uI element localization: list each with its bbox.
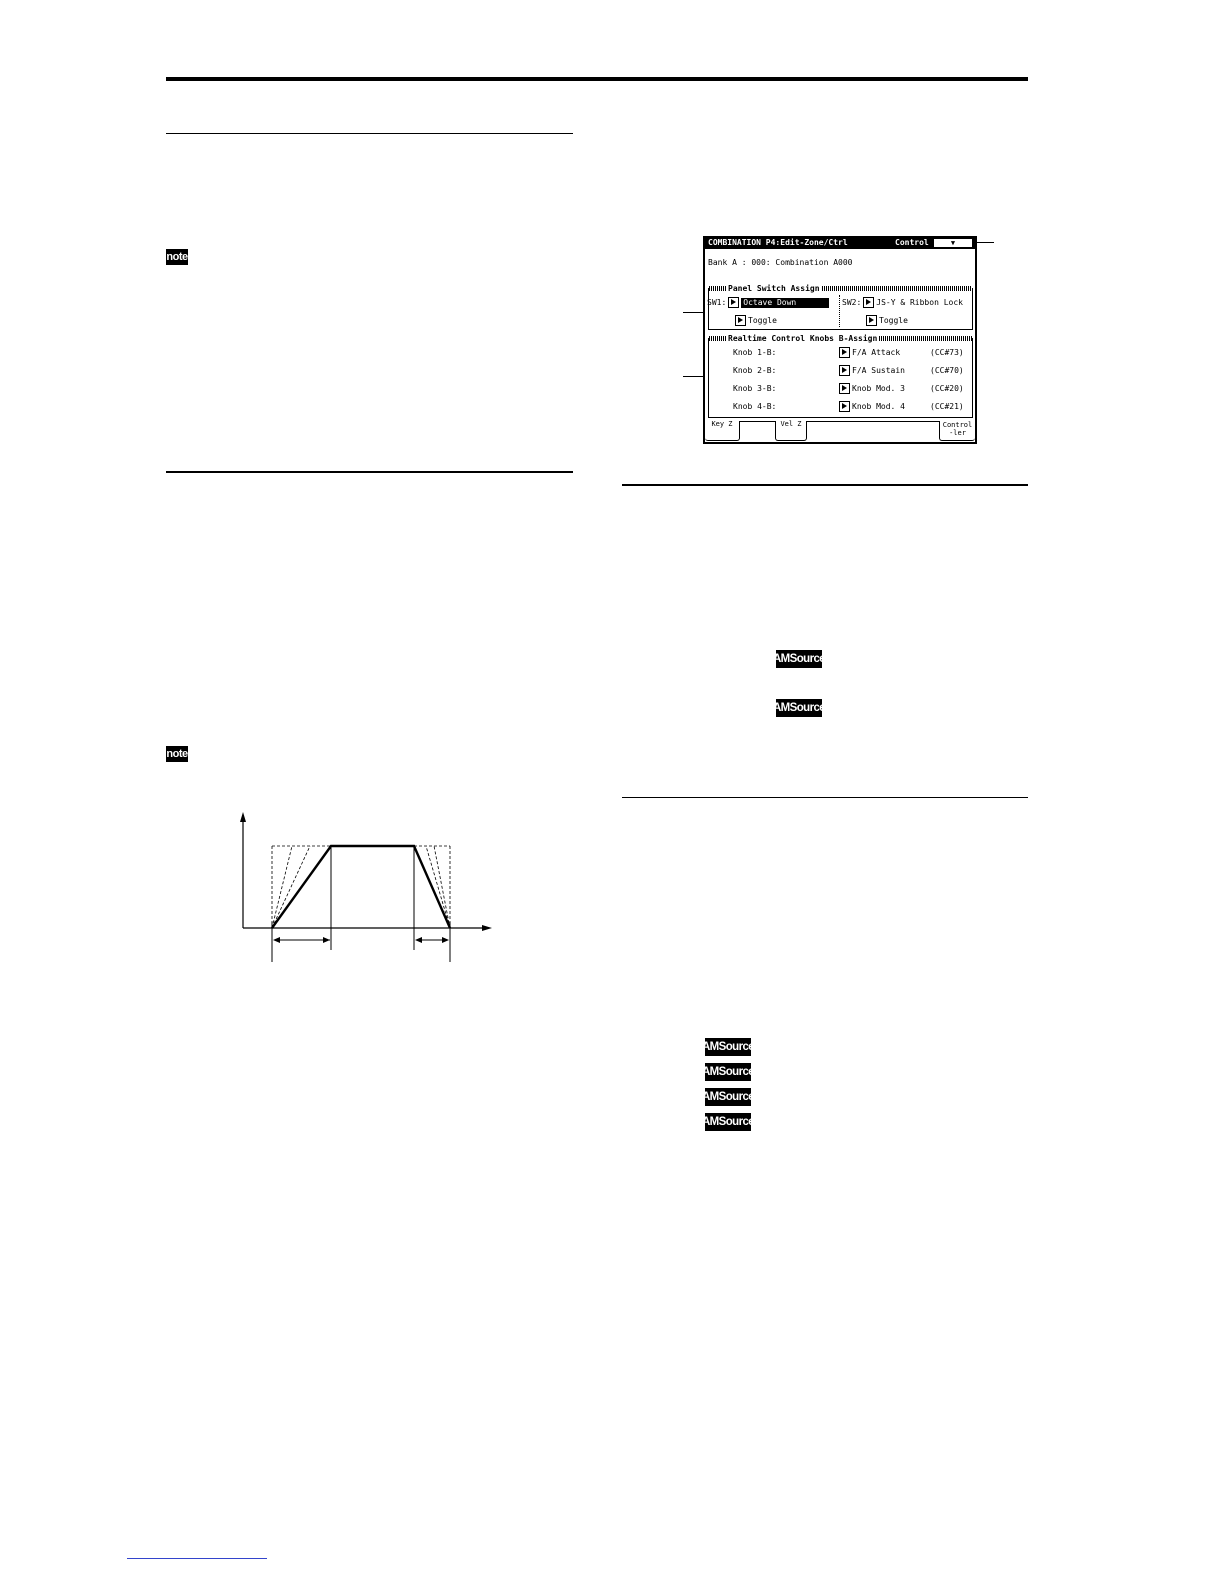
- sw1-popup-button[interactable]: [728, 297, 739, 308]
- sw2-mode-value[interactable]: Toggle: [879, 315, 908, 325]
- knob-function-value[interactable]: Knob Mod. 3: [852, 383, 905, 393]
- attack-arrow-right: [323, 937, 330, 943]
- section-header: [709, 284, 972, 293]
- section-header: [709, 334, 972, 343]
- amsource-icon: AMSource: [705, 1088, 751, 1106]
- envelope-curve: [272, 846, 450, 928]
- page-menu-label: Control: [895, 238, 929, 247]
- knob-label: Knob 1-B:: [733, 347, 777, 357]
- tab-label: Vel Z: [780, 420, 802, 428]
- tab-bar: [705, 421, 975, 442]
- knob-label: Knob 2-B:: [733, 365, 777, 375]
- envelope-diagram: [230, 810, 500, 970]
- sw1-row: [707, 297, 829, 308]
- knob-row: [733, 365, 969, 376]
- sw1-label: SW1:: [707, 297, 727, 307]
- knob-popup-button[interactable]: [839, 401, 850, 412]
- sw1-mode-value[interactable]: Toggle: [748, 315, 777, 325]
- page-menu-button[interactable]: [934, 239, 972, 247]
- section-rule-right-2: [622, 797, 1028, 798]
- bank-line: Bank A : 000: Combination A000: [708, 258, 853, 267]
- knob-function-value[interactable]: F/A Sustain: [852, 365, 905, 375]
- tab-key-zone[interactable]: [705, 421, 740, 441]
- sw1-mode-popup-button[interactable]: [735, 315, 746, 326]
- section-rule-left-2: [166, 471, 573, 473]
- screen-title-bar: [705, 238, 975, 249]
- x-axis-arrow: [482, 925, 492, 931]
- sw2-mode-row: [866, 315, 908, 326]
- knob-cc-value: (CC#73): [930, 347, 964, 357]
- release-arrow-left: [415, 937, 422, 943]
- tab-label: Control-ler: [942, 421, 973, 437]
- amsource-icon: AMSource: [705, 1038, 751, 1056]
- note-icon: note: [166, 251, 188, 263]
- amsource-icon: AMSource: [776, 650, 822, 668]
- knob-popup-button[interactable]: [839, 365, 850, 376]
- knob-row: [733, 401, 969, 412]
- knob-function-value[interactable]: Knob Mod. 4: [852, 401, 905, 411]
- release-arrow-right: [442, 937, 449, 943]
- section-title: Panel Switch Assign: [728, 283, 820, 293]
- note-icon: note: [166, 748, 188, 760]
- attack-arrow-left: [273, 937, 280, 943]
- section-divider: [839, 295, 840, 327]
- amsource-icon: AMSource: [776, 699, 822, 717]
- panel-switch-section: [707, 283, 973, 330]
- screen-title: COMBINATION P4:Edit-Zone/Ctrl: [708, 238, 848, 247]
- amsource-icon: AMSource: [705, 1113, 751, 1131]
- dashed-guides: [272, 846, 450, 928]
- sw2-row: [842, 297, 963, 308]
- tab-controller[interactable]: [939, 421, 975, 441]
- sw2-popup-button[interactable]: [863, 297, 874, 308]
- knob-cc-value: (CC#21): [930, 401, 964, 411]
- axes: [243, 818, 485, 928]
- sw1-mode-row: [735, 315, 777, 326]
- knob-label: Knob 4-B:: [733, 401, 777, 411]
- amsource-icon: AMSource: [705, 1063, 751, 1081]
- knob-cc-value: (CC#20): [930, 383, 964, 393]
- top-rule: [166, 77, 1028, 81]
- y-axis-arrow: [240, 812, 246, 822]
- sw2-function-value[interactable]: JS-Y & Ribbon Lock: [876, 297, 963, 307]
- footer-link-underline: [127, 1558, 267, 1559]
- knob-cc-value: (CC#70): [930, 365, 964, 375]
- time-markers: [272, 846, 450, 962]
- tab-vel-zone[interactable]: [775, 421, 807, 441]
- sw1-function-value[interactable]: Octave Down: [741, 298, 829, 308]
- tab-label: Key Z: [711, 420, 733, 428]
- section-rule-right-1: [622, 484, 1028, 486]
- tab-bar-line: [705, 421, 975, 422]
- knobs-section: [708, 333, 973, 418]
- knob-popup-button[interactable]: [839, 383, 850, 394]
- lcd-screen: [703, 236, 977, 444]
- sw2-mode-popup-button[interactable]: [866, 315, 877, 326]
- section-rule-left-1: [166, 133, 573, 134]
- section-title: Realtime Control Knobs B-Assign: [728, 333, 878, 343]
- knob-row: [733, 347, 969, 358]
- knob-popup-button[interactable]: [839, 347, 850, 358]
- knob-function-value[interactable]: F/A Attack: [852, 347, 901, 357]
- knob-row: [733, 383, 969, 394]
- triangle-down-icon: ▼: [950, 238, 956, 247]
- sw2-label: SW2:: [842, 297, 862, 307]
- knob-label: Knob 3-B:: [733, 383, 777, 393]
